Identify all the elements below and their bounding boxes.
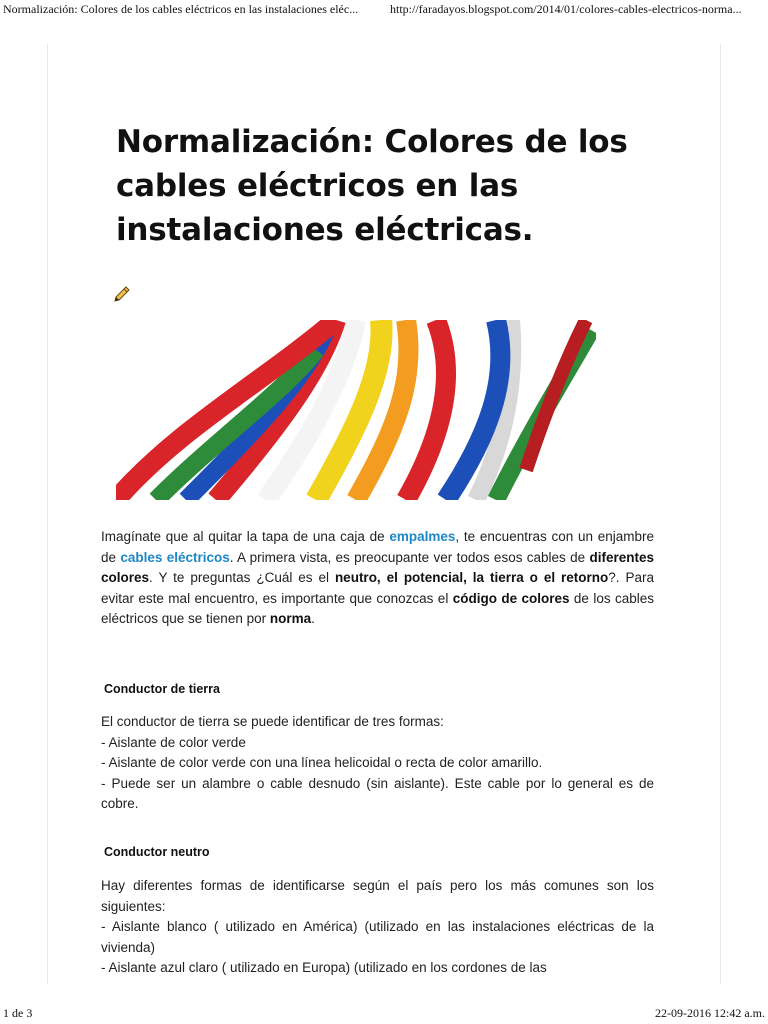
print-footer [0, 1006, 768, 1024]
page-number: 1 de 3 [3, 1006, 33, 1020]
heading-conductor-tierra: Conductor de tierra [104, 682, 220, 696]
link-empalmes[interactable]: empalmes [389, 529, 456, 544]
tierra-line: - Puede ser un alambre o cable desnudo (sin aislante). Este cable por lo general es de cobre. [101, 775, 654, 811]
tierra-line: - Aislante de color verde con una línea helicoidal o recta de color amarillo. [101, 755, 543, 770]
neutro-line: Hay diferentes formas de identificarse según el país pero los más comunes son los siguientes: [101, 878, 654, 914]
heading-conductor-neutro: Conductor neutro [104, 845, 210, 859]
link-cables-electricos[interactable]: cables eléctricos [120, 549, 230, 565]
print-header [0, 0, 768, 20]
keyword-codigo-colores: código de colores [452, 590, 570, 606]
content-border-left [47, 44, 48, 984]
intro-text: de los cables eléctricos que se tienen por [101, 590, 654, 626]
pencil-icon[interactable] [112, 284, 132, 304]
intro-text: Imagínate que al quitar la tapa de una caja de [101, 529, 390, 544]
keyword-norma: norma [269, 611, 312, 626]
print-header-title: Normalización: Colores de los cables eléctricos en las instalaciones eléc... [3, 2, 359, 16]
print-datetime: 22-09-2016 12:42 a.m. [655, 1006, 765, 1020]
intro-text: . [311, 611, 315, 626]
keyword-neutro-potencial: neutro, el potencial, la tierra o el retorno [334, 570, 609, 585]
section-tierra-body [101, 712, 654, 815]
intro-text: . Y te preguntas ¿Cuál es el [149, 570, 335, 585]
intro-text: ?. Para evitar este mal encuentro, es importante que conozcas el [101, 570, 655, 606]
article-title: Normalización: Colores de los cables eléctricos en las instalaciones eléctricas. [116, 124, 628, 248]
intro-text: , te encuentras con un enjambre de [101, 529, 655, 565]
tierra-line: El conductor de tierra se puede identificar de tres formas: [101, 714, 444, 729]
intro-text: . A primera vista, es preocupante ver todos esos cables de [229, 549, 590, 565]
neutro-line: - Aislante azul claro ( utilizado en Europa) (utilizado en los cordones de las [101, 960, 547, 975]
neutro-line: - Aislante blanco ( utilizado en América) (utilizado en las instalaciones eléctricas de la vivienda) [101, 919, 654, 955]
tierra-line: - Aislante de color verde [101, 734, 246, 750]
section-neutro-body [101, 876, 654, 979]
content-border-right [720, 44, 721, 984]
print-header-url: http://faradayos.blogspot.com/2014/01/colores-cables-electricos-norma... [390, 2, 742, 16]
intro-paragraph [101, 527, 654, 630]
cables-image [116, 320, 596, 500]
keyword-diferentes-colores: diferentes colores [101, 549, 654, 585]
